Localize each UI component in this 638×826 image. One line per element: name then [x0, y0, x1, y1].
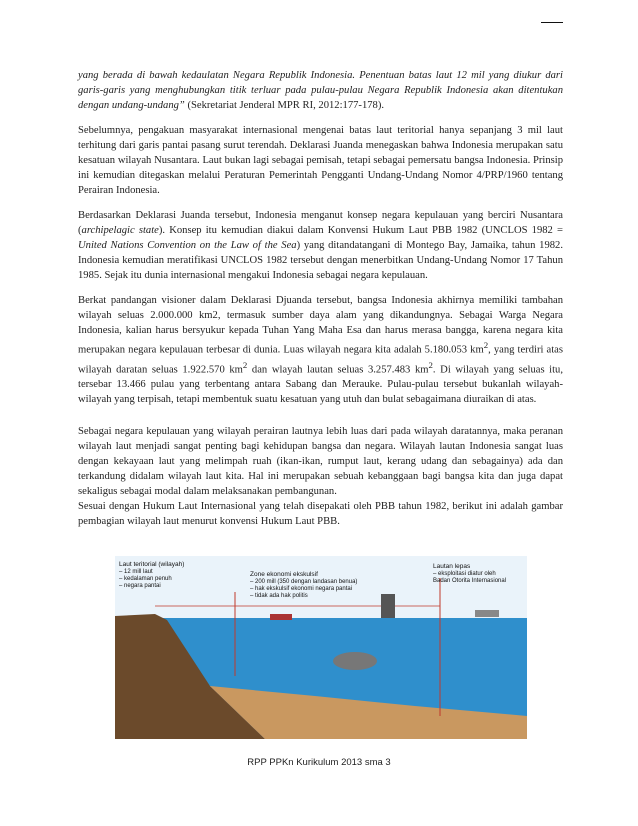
p3-sup-1: 2: [483, 340, 489, 350]
p3-sup-3: 2: [428, 359, 433, 370]
figure-high-sea-ship: [475, 610, 499, 617]
figure-submarine: [333, 652, 377, 670]
label-high-seas-3: Badan Otorita Internasional: [433, 578, 507, 584]
p2-term-archipelagic: archipelagic state: [81, 225, 159, 236]
intro-paragraph: [78, 68, 563, 113]
label-territorial-4: – negara pantai: [119, 583, 161, 589]
paragraph-1: Sebelumnya, pengakuan masyarakat internasional mengenai batas laut teritorial hanya sepanjang 3 mil laut terhitung dari garis pantai pasang surut terendah. Deklarasi Juanda menegaskan bahwa Indonesia merupakan satu kesatuan wilayah Nusantara. Laut bukan lagi sebagai pemisah, tetapi sebagai pemersatu bangsa Indonesia. Prinsip ini kemudian ditegaskan melalui Peraturan Pemerintah Pengganti Undang-Undang Nomor 4/PRP/1960 tentang Perairan Indonesia.: [78, 125, 563, 196]
figure-ship: [270, 614, 292, 620]
label-territorial-3: – kedalaman penuh: [119, 576, 172, 582]
p3-text-b: , yang terdiri atas wilayah daratan seluas 1.922.570 km: [78, 344, 563, 376]
p3-text-a: Berkat pandangan visioner dalam Deklarasi Djuanda tersebut, bangsa Indonesia akhirnya memiliki tambahan wilayah seluas 2.000.000 km2, termasuk sumber daya alam yang dikandungnya. Sebagai Warga Negara Indonesia, kalian harus bersyukur kepada Tuhan Yang Maha Esa dan harus merasa bangga, karena negara kita merupakan negara kepulauan terbesar di dunia. Luas wilayah negara kita adalah 5.180.053 km: [78, 295, 563, 356]
page-body: [78, 68, 563, 529]
label-zee-4: – tidak ada hak politis: [250, 593, 308, 599]
label-high-seas-2: – eksploitasi diatur oleh: [433, 571, 496, 577]
p2-text-a: Berdasarkan Deklarasi Juanda tersebut, Indonesia menganut konsep negara kepulauan yang berciri Nusantara (: [78, 210, 563, 236]
label-zee-1: Zone ekonomi ekskulsif: [250, 571, 318, 578]
label-zee-2: – 200 mill (350 dengan landasan benua): [250, 579, 358, 585]
label-territorial-2: – 12 mill laut: [119, 569, 153, 575]
intro-citation: (Sekretariat Jenderal MPR RI, 2012:177-178).: [184, 100, 385, 111]
paragraph-2: [78, 208, 563, 283]
maritime-zones-figure: [115, 556, 527, 739]
label-high-seas-1: Lautan lepas: [433, 563, 471, 570]
paragraph-4: Sebagai negara kepulauan yang wilayah perairan lautnya lebih luas dari pada wilayah daratannya, maka peranan wilayah laut menjadi sangat penting bagi kehidupan bangsa dan negara. Wilayah lautan Indonesia sangat luas dengan kekayaan laut yang melimpah ruah (ikan-ikan, rumput laut, kerang udang dan sebagainya) ada dan terkandung didalam wilayah laut kita. Hal ini merupakan sebuah kebanggaan bagi bangsa kita dan juga dapat sekaligus sebagai modal dalam melaksanakan pembangunan.: [78, 426, 563, 498]
p3-sup-2: 2: [242, 359, 248, 370]
paragraph-5: Sesuai dengan Hukum Laut Internasional yang telah disepakati oleh PBB tahun 1982, berikut ini adalah gambar pembagian wilayah laut menurut konvensi Hukum Laut PBB.: [78, 501, 563, 528]
label-zee-3: – hak ekskulsif ekonomi negara pantai: [250, 586, 353, 592]
p2-text-c: ). Konsep itu kemudian diakui dalam Konvensi Hukum Laut PBB 1982 (UNCLOS 1982 =: [158, 225, 563, 236]
page-footer: RPP PPKn Kurikulum 2013 sma 3: [247, 757, 391, 768]
p2-term-unclos: United Nations Convention on the Law of the Sea: [78, 240, 297, 251]
intro-quote: yang berada di bawah kedaulatan Negara Republik Indonesia. Penentuan batas laut 12 mil yang diukur dari garis-garis yang menghubungkan titik terluar pada pulau-pulau Negara Republik Indonesia akan ditentukan dengan undang-undang”: [78, 70, 563, 111]
paragraph-3: [78, 293, 563, 407]
p3-text-d: . Di wilayah yang seluas itu, tersebar 13.466 pulau yang terbentang antara Sabang dan Merauke. Pulau-pulau tersebut bukanlah wilayah-wilayah yang terpisah, tetapi membentuk suatu kesatuan yang utuh dan bulat sebagaimana diuraikan di atas.: [78, 364, 564, 406]
p3-text-c: dan wlayah lautan seluas 3.257.483 km: [247, 364, 429, 376]
header-rule: [541, 22, 563, 23]
label-territorial-1: Laut teritorial (wilayah): [119, 561, 185, 568]
p2-text-e: ) yang ditandatangani di Montego Bay, Jamaika, tahun 1982. Indonesia kemudian meratifikasi UNCLOS 1982 tersebut dengan menerbitkan Undang-Undang Nomor 17 Tahun 1985. Sejak itu dunia internasional mengakui Indonesia sebagai negara kepulauan.: [78, 240, 563, 281]
figure-rig: [381, 594, 395, 618]
